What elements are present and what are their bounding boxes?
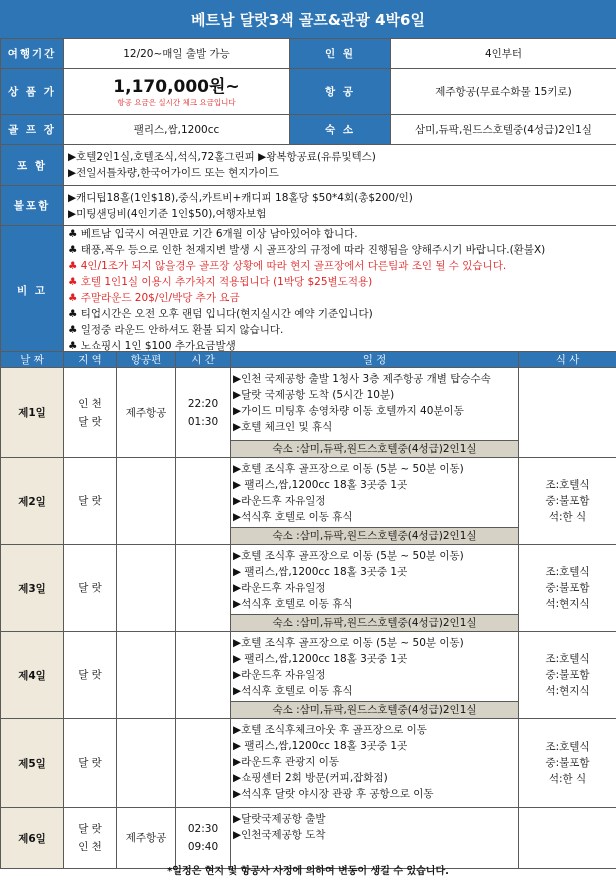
- price-cell: [64, 69, 290, 115]
- airline-value: 제주항공(무료수화물 15키로): [391, 69, 616, 115]
- itinerary-item: ▶ 팰리스,쌈,1200cc 18홀 3곳중 1곳: [233, 740, 408, 752]
- meal-cell: [519, 545, 616, 632]
- region-text: 달 랏: [78, 669, 102, 681]
- schedule-body: [1, 368, 616, 869]
- remark-item: ♣ 노쇼핑시 1인 $100 추가요금발생: [68, 340, 236, 352]
- itinerary-item: ▶달랏국제공항 출발: [233, 813, 326, 825]
- meal-cell: [519, 632, 616, 719]
- itinerary-item: ▶호텔 조식후체크아웃 후 골프장으로 이동: [233, 724, 427, 736]
- include-item: ▶호텔2인1실,호텔조식,석식,72홀그린피 ▶왕복항공료(유류및텍스): [68, 151, 376, 163]
- flight-cell: 제주항공: [117, 808, 176, 869]
- meal-item: 조:호텔식: [545, 566, 590, 578]
- exclude-list: [68, 190, 612, 222]
- itinerary-list: [231, 719, 518, 804]
- time-cell: [176, 719, 231, 808]
- header-itinerary: 일 정: [231, 352, 519, 368]
- itinerary-item: ▶라운드후 자유일정: [233, 669, 326, 681]
- accommodation-bar: 숙소 :삼미,듀팍,원드스호텔중(4성급)2인1실: [231, 701, 518, 718]
- accommodation-bar: 숙소 :삼미,듀팍,원드스호텔중(4성급)2인1실: [231, 614, 518, 631]
- region-cell: [64, 545, 117, 632]
- exclude-item: ▶캐디팁18홀(1인$18),중식,카트비+캐디피 18홀당 $50*4회(총$200/인): [68, 191, 413, 204]
- remark-item: ♣ 태풍,폭우 등으로 인한 천재지변 발생 시 골프장의 규정에 따라 진행됨을 양해주시기 바랍니다.(환불X): [68, 244, 546, 256]
- meal-cell: [519, 719, 616, 808]
- meal-cell: [519, 458, 616, 545]
- hotel-label: 숙 소: [290, 115, 391, 145]
- include-item: ▶전일서틀차량,한국어가이드 또는 현지가이드: [68, 167, 279, 179]
- flight-cell: [117, 632, 176, 719]
- day-cell: 제5일: [1, 719, 64, 808]
- exclude-item: ▶미팅샌딩비(4인기준 1인$50),여행자보험: [68, 207, 267, 220]
- itinerary-item: ▶ 팰리스,쌈,1200cc 18홀 3곳중 1곳: [233, 653, 408, 665]
- remark-item: ♣ 4인/1조가 되지 않을경우 골프장 상황에 따라 현지 골프장에서 다른팀과 조인 될 수 있습니다.: [68, 260, 507, 272]
- itinerary-item: ▶석식후 호텔로 이동 휴식: [233, 685, 353, 697]
- region-text: 인 천: [78, 397, 102, 410]
- meal-item: 조:호텔식: [545, 479, 590, 491]
- region-text: 달 랏: [78, 582, 102, 594]
- remark-item: ♣ 베트남 입국시 여권만료 기간 6개월 이상 남아있어야 합니다.: [68, 228, 358, 240]
- remark-cell: [64, 226, 616, 355]
- airline-label: 항 공: [290, 69, 391, 115]
- remark-item: ♣ 주말라운드 20$/인/박당 추가 요금: [68, 292, 240, 304]
- itinerary-item: ▶가이드 미팅후 송영차량 이동 호텔까지 40분이동: [233, 405, 464, 417]
- meal-item: 조:호텔식: [545, 741, 590, 753]
- itinerary-item: ▶ 팰리스,쌈,1200cc 18홀 3곳중 1곳: [233, 566, 408, 578]
- header-region: 지 역: [64, 352, 117, 368]
- remark-list: [68, 226, 612, 354]
- schedule-row: [1, 808, 616, 869]
- itinerary-item: ▶인천국제공항 도착: [233, 829, 326, 841]
- region-text: 달 랏: [78, 495, 102, 507]
- schedule-row: [1, 719, 616, 808]
- schedule-table: [0, 351, 616, 869]
- time-cell: [176, 545, 231, 632]
- itinerary-wrap: [231, 545, 518, 631]
- remark-item: ♣ 일정중 라운드 안하셔도 환불 되지 않습니다.: [68, 324, 284, 336]
- flight-cell: [117, 545, 176, 632]
- meal-item: 석:현지식: [545, 598, 590, 610]
- flight-cell: [117, 458, 176, 545]
- flight-cell: 제주항공: [117, 368, 176, 458]
- price-note: 항공 요금은 실시간 체크 요금입니다: [117, 97, 236, 107]
- itinerary-item: ▶호텔 조식후 골프장으로 이동 (5분 ~ 50분 이동): [233, 550, 464, 562]
- itinerary-item: ▶라운드후 관광지 이동: [233, 756, 340, 768]
- itinerary-item: ▶인천 국제공항 출발 1청사 3층 제주항공 개별 탑승수속: [233, 373, 491, 385]
- itinerary-item: ▶석식후 호텔로 이동 휴식: [233, 598, 353, 610]
- itinerary-item: ▶ 팰리스,쌈,1200cc 18홀 3곳중 1곳: [233, 479, 408, 491]
- itinerary-cell: [231, 458, 519, 545]
- remark-label: 비 고: [1, 226, 64, 355]
- meal-cell: [519, 808, 616, 869]
- accommodation-bar: 숙소 :삼미,듀팍,원드스호텔중(4성급)2인1실: [231, 440, 518, 457]
- schedule-row: [1, 458, 616, 545]
- header-time: 시 간: [176, 352, 231, 368]
- itinerary-wrap: [231, 458, 518, 544]
- region-cell: [64, 808, 117, 869]
- itinerary-wrap: [231, 808, 518, 868]
- time-cell: [176, 808, 231, 869]
- course-value: 팰리스,쌈,1200cc: [64, 115, 290, 145]
- region-cell: [64, 458, 117, 545]
- include-cell: [64, 145, 616, 186]
- itinerary-item: ▶석식후 호텔로 이동 휴식: [233, 511, 353, 523]
- header-date: 날 짜: [1, 352, 64, 368]
- price-value: 1,170,000원~: [113, 76, 240, 97]
- include-label: 포 함: [1, 145, 64, 186]
- accommodation-bar: 숙소 :삼미,듀팍,원드스호텔중(4성급)2인1실: [231, 527, 518, 544]
- schedule-row: [1, 368, 616, 458]
- region-cell: [64, 368, 117, 458]
- day-cell: 제3일: [1, 545, 64, 632]
- itinerary-list: [231, 632, 518, 701]
- schedule-row: [1, 632, 616, 719]
- itinerary-cell: [231, 719, 519, 808]
- people-value: 4인부터: [391, 39, 616, 69]
- time-cell: [176, 632, 231, 719]
- period-value: 12/20~매일 출발 가능: [64, 39, 290, 69]
- meal-item: 중:불포함: [545, 495, 590, 507]
- meal-item: 석:한 식: [548, 511, 587, 523]
- itinerary-wrap: [231, 368, 518, 457]
- itinerary-item: ▶달랏 국제공항 도착 (5시간 10분): [233, 389, 395, 401]
- day-cell: 제1일: [1, 368, 64, 458]
- remark-item: ♣ 호텔 1인1실 이용시 추가차지 적용됩니다 (1박당 $25별도적용): [68, 276, 373, 288]
- itinerary-item: ▶석식후 달랏 야시장 관광 후 공항으로 이동: [233, 788, 434, 800]
- time-text: 01:30: [187, 415, 219, 428]
- footer-note: *일정은 현지 및 항공사 사정에 의하여 변동이 생길 수 있습니다.: [167, 866, 449, 877]
- hotel-value: 삼미,듀팍,원드스호텔중(4성급)2인1실: [391, 115, 616, 145]
- day-cell: 제4일: [1, 632, 64, 719]
- region-cell: [64, 719, 117, 808]
- schedule-row: [1, 545, 616, 632]
- header-meal: 식 사: [519, 352, 616, 368]
- info-table: [0, 38, 616, 355]
- itinerary-cell: [231, 632, 519, 719]
- itinerary-list: [231, 458, 518, 527]
- region-text: 달 랏: [78, 415, 102, 428]
- itinerary-wrap: [231, 719, 518, 807]
- meal-item: 중:불포함: [545, 757, 590, 769]
- time-text: 09:40: [187, 841, 219, 853]
- region-text: 달 랏: [78, 823, 102, 835]
- time-text: 22:20: [187, 397, 219, 410]
- region-text: 인 천: [78, 841, 102, 853]
- itinerary-list: [231, 808, 518, 845]
- itinerary-item: ▶라운드후 자유일정: [233, 582, 326, 594]
- exclude-label: 불포함: [1, 186, 64, 226]
- people-label: 인 원: [290, 39, 391, 69]
- meal-item: 중:불포함: [545, 582, 590, 594]
- time-cell: [176, 458, 231, 545]
- meal-item: 석:한 식: [548, 773, 587, 785]
- meal-item: 조:호텔식: [545, 653, 590, 665]
- itinerary-cell: [231, 545, 519, 632]
- itinerary-item: ▶라운드후 자유일정: [233, 495, 326, 507]
- itinerary-list: [231, 368, 518, 437]
- meal-item: 석:현지식: [545, 685, 590, 697]
- meal-item: 중:불포함: [545, 669, 590, 681]
- region-cell: [64, 632, 117, 719]
- course-label: 골 프 장: [1, 115, 64, 145]
- itinerary-item: ▶호텔 체크인 및 휴식: [233, 421, 333, 433]
- itinerary-item: ▶쇼핑센터 2회 방문(커피,잡화점): [233, 772, 388, 784]
- time-text: 02:30: [187, 823, 219, 835]
- day-cell: 제6일: [1, 808, 64, 869]
- meal-cell: [519, 368, 616, 458]
- price-label: 상 품 가: [1, 69, 64, 115]
- time-cell: [176, 368, 231, 458]
- region-text: 달 랏: [78, 757, 102, 769]
- include-list: [68, 149, 612, 181]
- header-flight: 항공편: [117, 352, 176, 368]
- period-label: 여행기간: [1, 39, 64, 69]
- exclude-cell: [64, 186, 616, 226]
- page-title: 베트남 달랏3색 골프&관광 4박6일: [0, 0, 616, 38]
- remark-item: ♣ 티업시간은 오전 오후 랜덤 입니다(현지실시간 예약 기준입니다): [68, 308, 373, 320]
- itinerary-wrap: [231, 632, 518, 718]
- itinerary-cell: [231, 808, 519, 869]
- itinerary-list: [231, 545, 518, 614]
- itinerary-item: ▶호텔 조식후 골프장으로 이동 (5분 ~ 50분 이동): [233, 463, 464, 475]
- itinerary-cell: [231, 368, 519, 458]
- day-cell: 제2일: [1, 458, 64, 545]
- itinerary-item: ▶호텔 조식후 골프장으로 이동 (5분 ~ 50분 이동): [233, 637, 464, 649]
- flight-cell: [117, 719, 176, 808]
